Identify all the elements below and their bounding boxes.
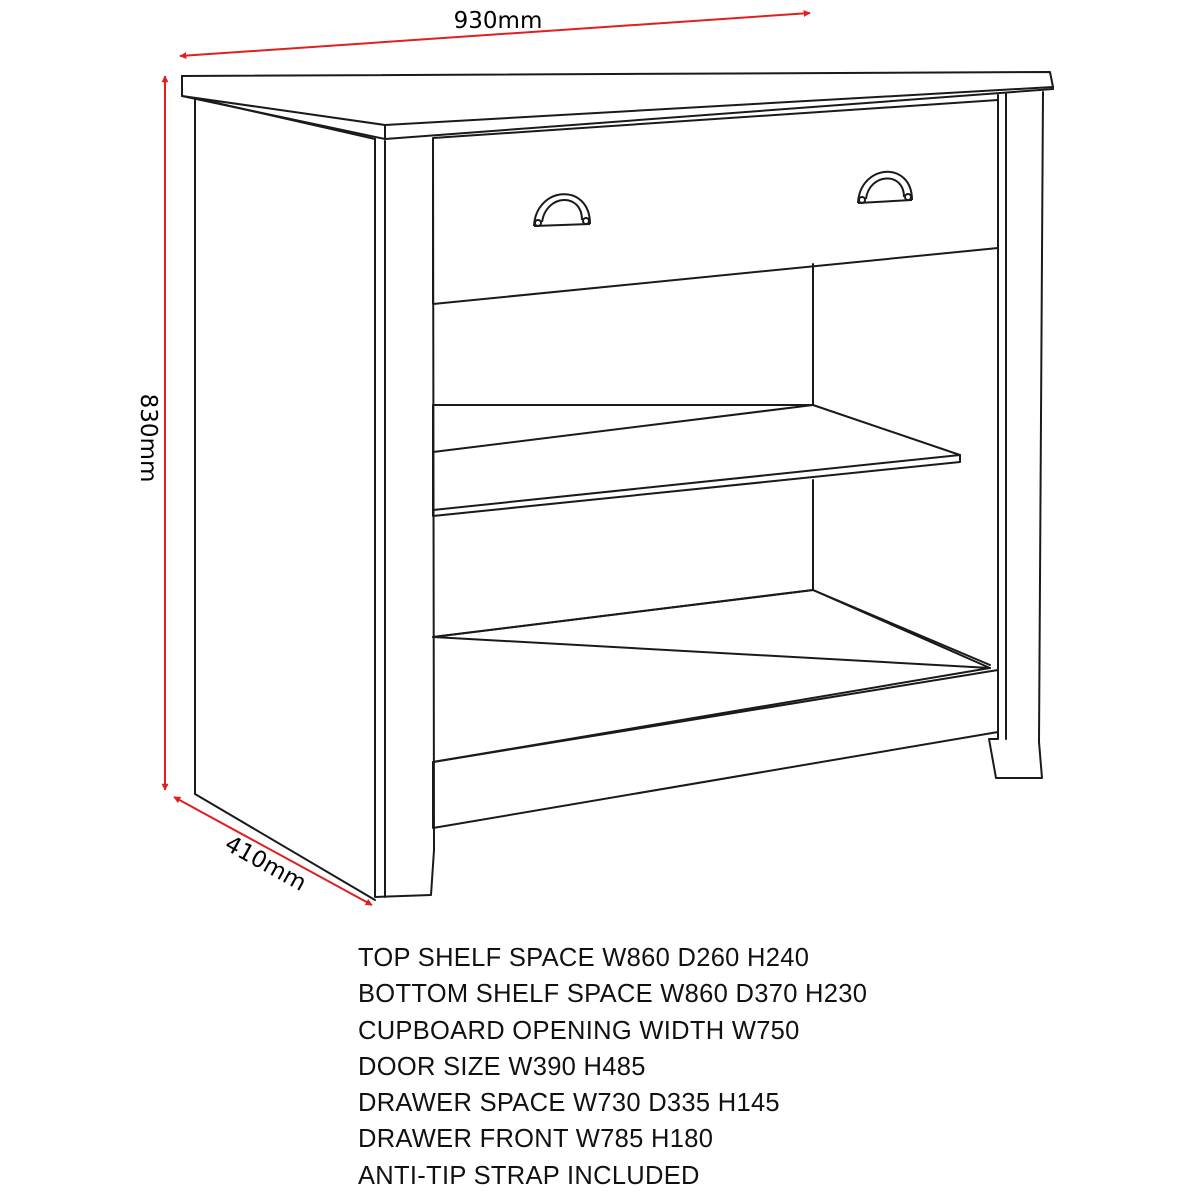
drawer-handle-left (534, 194, 590, 226)
specification-list (358, 940, 867, 1194)
drawer-handle-right (858, 172, 912, 203)
plinth (433, 670, 998, 828)
middle-shelf (433, 405, 960, 516)
spec-line: TOP SHELF SPACE W860 D260 H240 (358, 944, 810, 972)
depth-dimension-arrow (174, 797, 372, 905)
height-dimension-label: 830mm (135, 393, 161, 483)
left-front-leg (375, 139, 434, 897)
spec-line: DOOR SIZE W390 H485 (358, 1052, 646, 1081)
spec-line: BOTTOM SHELF SPACE W860 D370 H230 (358, 980, 868, 1009)
spec-line: DRAWER FRONT W785 H180 (358, 1125, 714, 1154)
left-side-panel (195, 98, 375, 900)
spec-line: ANTI-TIP STRAP INCLUDED (358, 1161, 700, 1190)
cabinet-outline (182, 72, 1053, 900)
width-dimension-label: 930mm (453, 8, 543, 34)
spec-line: CUPBOARD OPENING WIDTH W750 (358, 1016, 800, 1045)
spec-line: DRAWER SPACE W730 D335 H145 (358, 1089, 780, 1118)
drawer-front (433, 100, 998, 304)
depth-dimension-label: 410mm (220, 831, 311, 897)
